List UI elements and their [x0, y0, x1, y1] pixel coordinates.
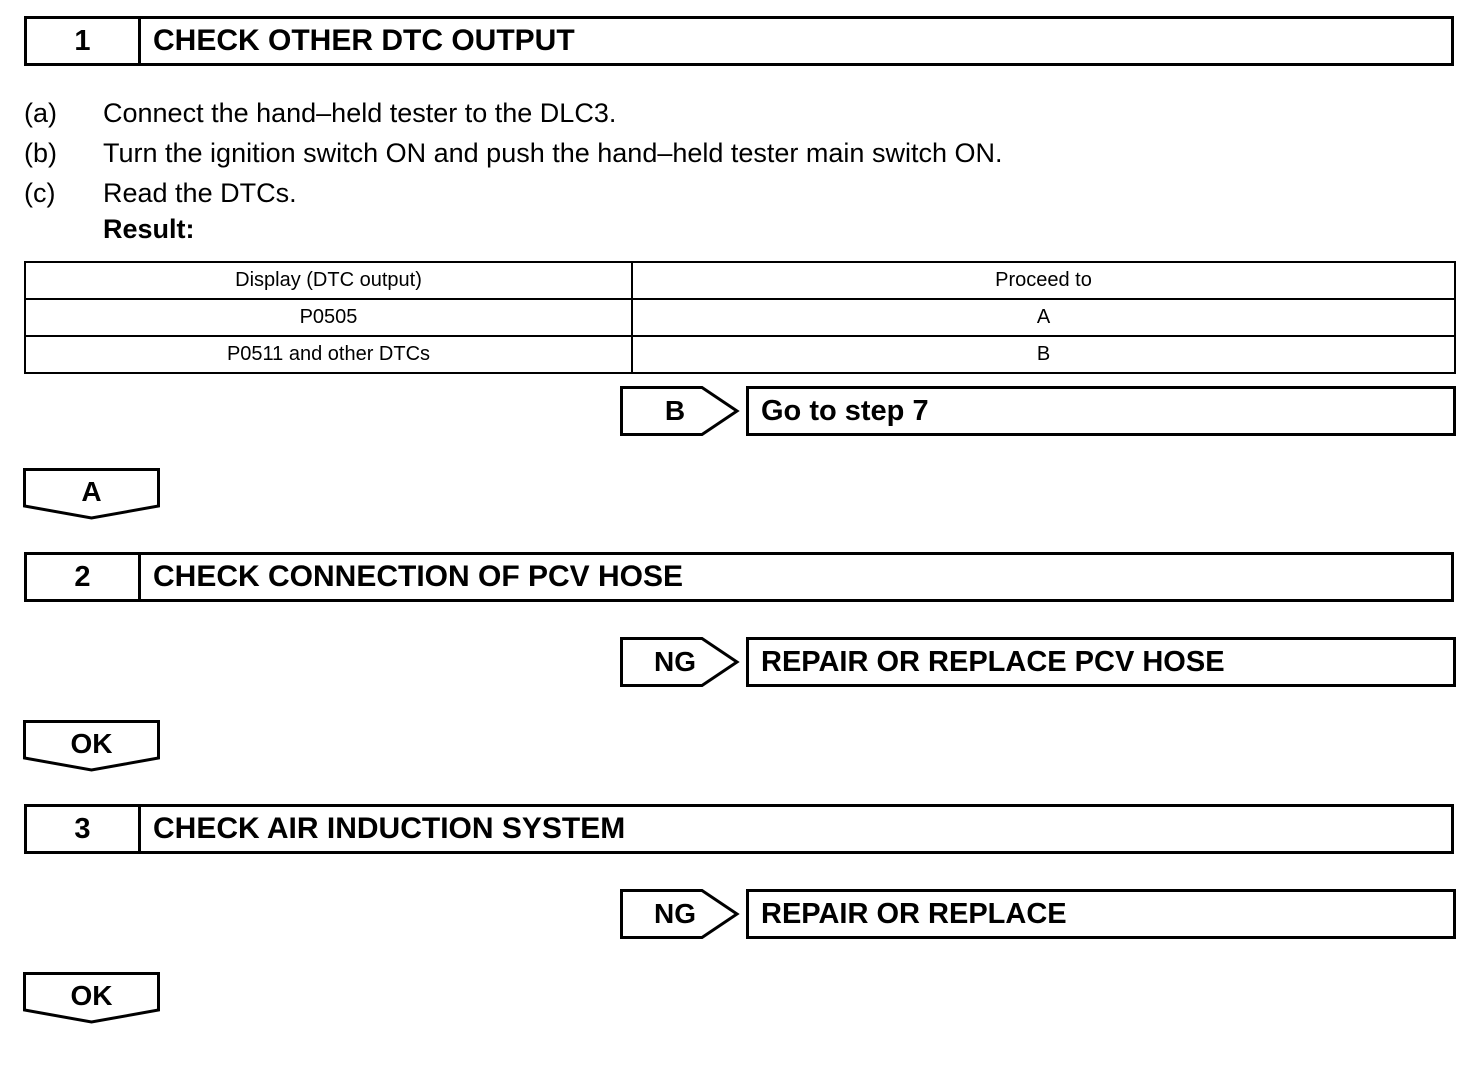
step-number: 1 — [27, 19, 141, 63]
branch-ng-air — [620, 889, 1456, 939]
step-2-header — [24, 552, 1454, 602]
table-header-row — [25, 262, 1455, 299]
instruction-text: Read the DTCs. — [103, 178, 297, 208]
instruction-item — [24, 133, 1002, 173]
table-cell: P0505 — [25, 299, 632, 336]
step-number: 2 — [27, 555, 141, 599]
table-cell: P0511 and other DTCs — [25, 336, 632, 373]
continue-tab-ok — [23, 720, 160, 776]
step-title: CHECK AIR INDUCTION SYSTEM — [153, 812, 626, 845]
branch-label: NG — [654, 898, 696, 929]
branch-target: REPAIR OR REPLACE — [746, 889, 1456, 939]
continue-tab-a — [23, 468, 160, 524]
step-number: 3 — [27, 807, 141, 851]
tab-label: OK — [70, 980, 113, 1011]
table-cell: B — [632, 336, 1455, 373]
instruction-label: (a) — [24, 98, 57, 128]
instruction-text: Turn the ignition switch ON and push the hand–held tester main switch ON. — [103, 138, 1003, 168]
table-header-cell: Display (DTC output) — [25, 262, 632, 299]
step-1-header — [24, 16, 1454, 66]
result-label: Result: — [103, 214, 195, 244]
table-row — [25, 336, 1455, 373]
branch-b — [620, 386, 1456, 436]
instruction-text: Connect the hand–held tester to the DLC3. — [103, 98, 617, 128]
branch-label: B — [664, 395, 686, 426]
table-cell: A — [632, 299, 1455, 336]
continue-tab-ok — [23, 972, 160, 1028]
tab-label: A — [81, 476, 102, 507]
tab-label: OK — [70, 728, 113, 759]
result-table — [24, 261, 1456, 374]
instruction-label: (b) — [24, 138, 57, 168]
instruction-label: (c) — [24, 178, 56, 208]
instruction-item — [24, 93, 1002, 133]
branch-target: REPAIR OR REPLACE PCV HOSE — [746, 637, 1456, 687]
table-header-cell: Proceed to — [632, 262, 1455, 299]
branch-label: NG — [654, 646, 696, 677]
step-3-header — [24, 804, 1454, 854]
instruction-list — [24, 93, 1002, 213]
step-title: CHECK OTHER DTC OUTPUT — [153, 24, 575, 57]
branch-ng-pcv — [620, 637, 1456, 687]
branch-target: Go to step 7 — [746, 386, 1456, 436]
table-row — [25, 299, 1455, 336]
step-title: CHECK CONNECTION OF PCV HOSE — [153, 560, 684, 593]
instruction-item — [24, 173, 1002, 213]
